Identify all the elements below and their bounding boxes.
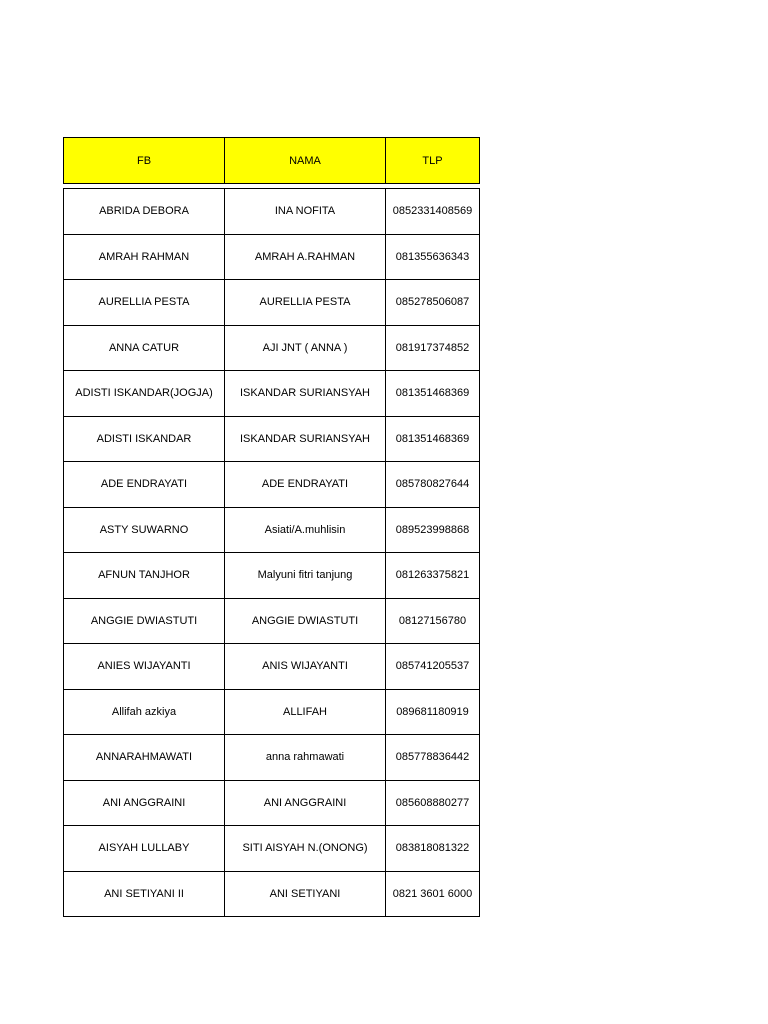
cell-nama: AJI JNT ( ANNA ): [225, 325, 386, 371]
cell-tlp: 085778836442: [386, 735, 480, 781]
cell-fb: ADE ENDRAYATI: [64, 462, 225, 508]
cell-fb: ABRIDA DEBORA: [64, 189, 225, 235]
cell-nama: SITI AISYAH N.(ONONG): [225, 826, 386, 872]
cell-fb: ANNARAHMAWATI: [64, 735, 225, 781]
cell-tlp: 081351468369: [386, 416, 480, 462]
table-row: [64, 553, 480, 599]
cell-nama: ANIS WIJAYANTI: [225, 644, 386, 690]
table-row: [64, 325, 480, 371]
cell-nama: ALLIFAH: [225, 689, 386, 735]
cell-fb: ANGGIE DWIASTUTI: [64, 598, 225, 644]
cell-nama: anna rahmawati: [225, 735, 386, 781]
cell-fb: AFNUN TANJHOR: [64, 553, 225, 599]
table-row: [64, 826, 480, 872]
cell-fb: ANIES WIJAYANTI: [64, 644, 225, 690]
cell-fb: AISYAH LULLABY: [64, 826, 225, 872]
cell-tlp: 08127156780: [386, 598, 480, 644]
cell-fb: Allifah azkiya: [64, 689, 225, 735]
cell-nama: INA NOFITA: [225, 189, 386, 235]
cell-nama: ISKANDAR SURIANSYAH: [225, 371, 386, 417]
cell-fb: AURELLIA PESTA: [64, 280, 225, 326]
cell-nama: Asiati/A.muhlisin: [225, 507, 386, 553]
cell-tlp: 089681180919: [386, 689, 480, 735]
cell-fb: ANI ANGGRAINI: [64, 780, 225, 826]
cell-fb: ADISTI ISKANDAR(JOGJA): [64, 371, 225, 417]
cell-nama: ADE ENDRAYATI: [225, 462, 386, 508]
cell-tlp: 081355636343: [386, 234, 480, 280]
cell-nama: ANI SETIYANI: [225, 871, 386, 917]
cell-tlp: 085278506087: [386, 280, 480, 326]
table-row: [64, 689, 480, 735]
table-row: [64, 416, 480, 462]
table-row: [64, 371, 480, 417]
table-row: [64, 189, 480, 235]
cell-nama: Malyuni fitri tanjung: [225, 553, 386, 599]
cell-tlp: 085780827644: [386, 462, 480, 508]
cell-tlp: 081917374852: [386, 325, 480, 371]
cell-fb: ANI SETIYANI II: [64, 871, 225, 917]
cell-fb: AMRAH RAHMAN: [64, 234, 225, 280]
cell-nama: ANGGIE DWIASTUTI: [225, 598, 386, 644]
table-row: [64, 280, 480, 326]
cell-fb: ANNA CATUR: [64, 325, 225, 371]
cell-nama: AMRAH A.RAHMAN: [225, 234, 386, 280]
table-row: [64, 234, 480, 280]
contact-sheet: [63, 137, 479, 917]
cell-tlp: 081263375821: [386, 553, 480, 599]
table-row: [64, 735, 480, 781]
cell-fb: ADISTI ISKANDAR: [64, 416, 225, 462]
cell-tlp: 0821 3601 6000: [386, 871, 480, 917]
cell-tlp: 081351468369: [386, 371, 480, 417]
cell-tlp: 083818081322: [386, 826, 480, 872]
contact-table: [63, 137, 480, 917]
header-nama: NAMA: [225, 138, 386, 184]
header-row: [64, 138, 480, 184]
cell-fb: ASTY SUWARNO: [64, 507, 225, 553]
cell-nama: AURELLIA PESTA: [225, 280, 386, 326]
table-row: [64, 507, 480, 553]
table-row: [64, 598, 480, 644]
header-tlp: TLP: [386, 138, 480, 184]
cell-nama: ANI ANGGRAINI: [225, 780, 386, 826]
header-fb: FB: [64, 138, 225, 184]
table-row: [64, 780, 480, 826]
table-body: [64, 189, 480, 917]
table-row: [64, 871, 480, 917]
cell-tlp: 089523998868: [386, 507, 480, 553]
table-row: [64, 462, 480, 508]
cell-tlp: 085608880277: [386, 780, 480, 826]
table-row: [64, 644, 480, 690]
cell-tlp: 085741205537: [386, 644, 480, 690]
cell-tlp: 0852331408569: [386, 189, 480, 235]
cell-nama: ISKANDAR SURIANSYAH: [225, 416, 386, 462]
